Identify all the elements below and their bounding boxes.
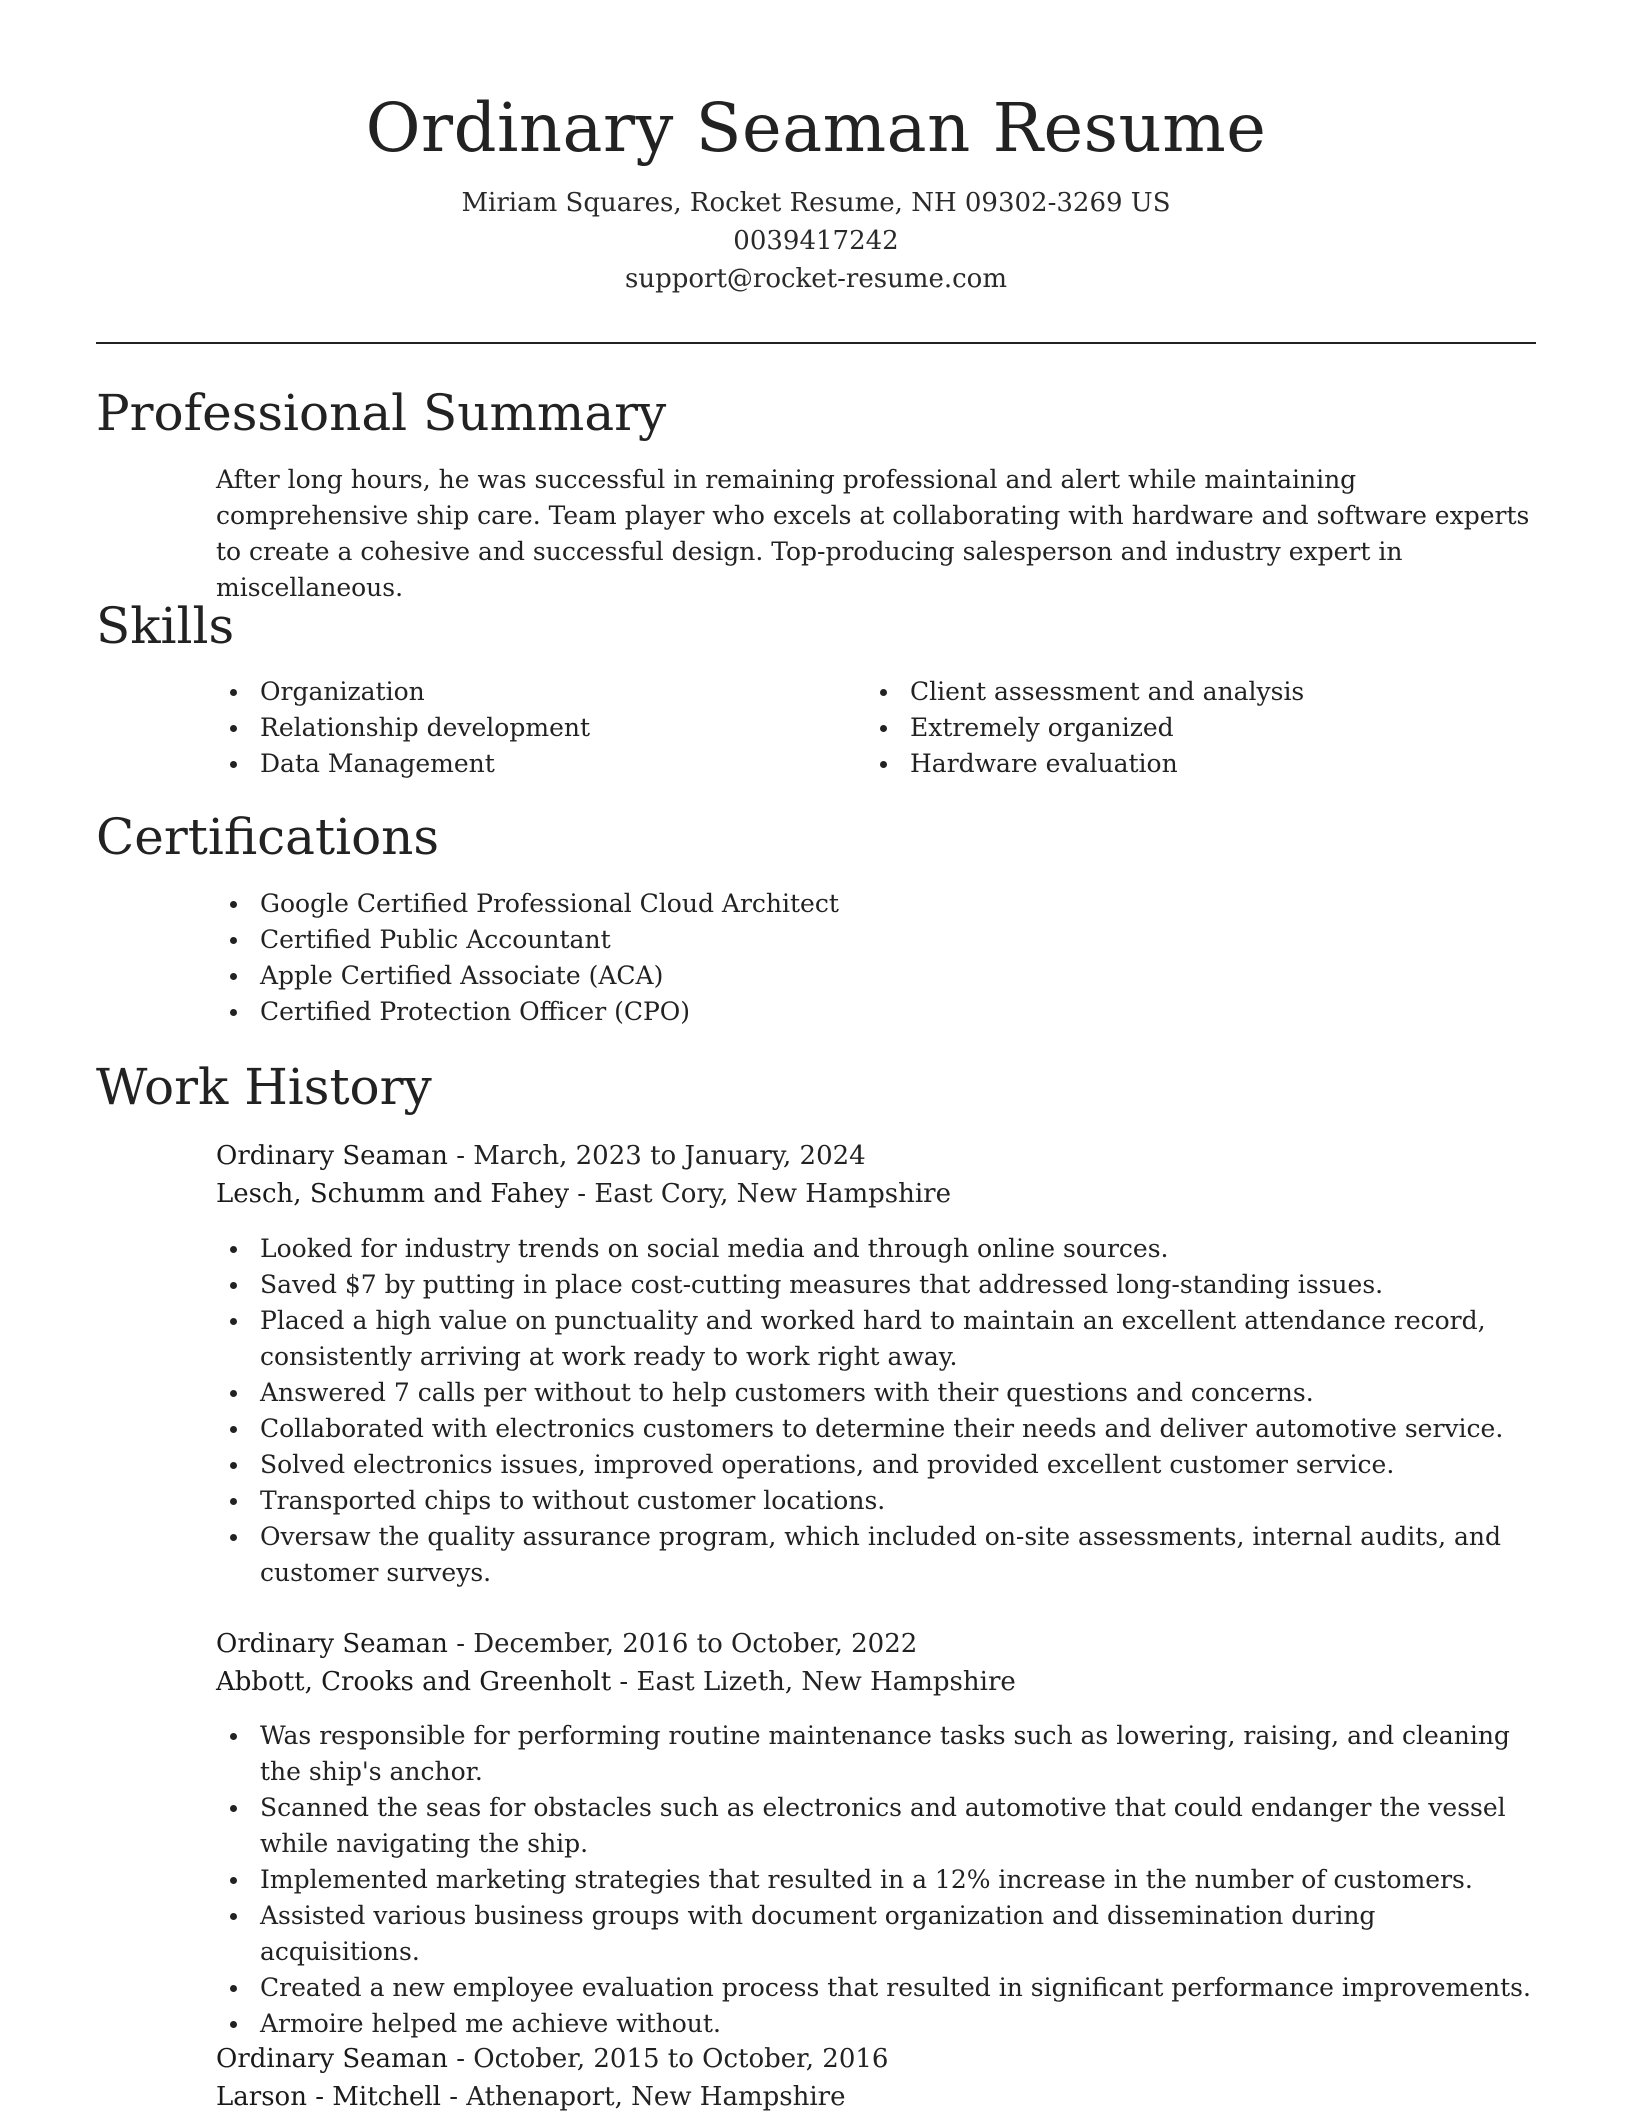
certifications-heading: Certifications [96, 808, 440, 866]
skills-list-left [216, 674, 816, 782]
job-duties-list [216, 1718, 1540, 2042]
job-company: Abbott, Crooks and Greenholt [216, 1667, 612, 1697]
job-title-line [216, 2040, 1536, 2078]
resume-title: Ordinary Seaman Resume [365, 89, 1267, 167]
contact-email: support@rocket-resume.com [624, 264, 1007, 294]
job-title: Ordinary Seaman [216, 1629, 448, 1659]
job-duty-item: Solved electronics issues, improved operations, and provided excellent customer service. [216, 1447, 1540, 1483]
summary-text: After long hours, he was successful in remaining professional and alert while maintaining comprehensive ship care. Team player who excels at collaborating with hardware and software experts to create a cohesive and successful design. Top-producing salesperson and industry expert in miscellaneous. [216, 465, 1530, 602]
work-history-heading: Work History [96, 1058, 432, 1116]
skills-list-right [866, 674, 1526, 782]
job-duty-item: Transported chips to without customer locations. [216, 1483, 1540, 1519]
skill-item: Extremely organized [866, 710, 1526, 746]
resume-header [0, 84, 1632, 298]
job-location: - Athenaport, New Hampshire [440, 2082, 846, 2112]
job-dates: - December, 2016 to October, 2022 [447, 1629, 918, 1659]
skill-item: Data Management [216, 746, 816, 782]
job-duty-item: Answered 7 calls per without to help customers with their questions and concerns. [216, 1375, 1540, 1411]
header-divider [96, 342, 1536, 344]
job-duty-item: Was responsible for performing routine maintenance tasks such as lowering, raising, and cleaning the ship's anchor. [216, 1718, 1540, 1790]
job-location: - East Lizeth, New Hampshire [611, 1667, 1016, 1697]
job-location: - East Cory, New Hampshire [569, 1179, 951, 1209]
skill-item: Relationship development [216, 710, 816, 746]
job-duty-item: Assisted various business groups with document organization and dissemination during acquisitions. [216, 1898, 1540, 1970]
certification-item: Google Certified Professional Cloud Architect [216, 886, 1536, 922]
job-company: Larson - Mitchell [216, 2082, 441, 2112]
job-duty-item: Created a new employee evaluation process that resulted in significant performance improvements. [216, 1970, 1540, 2006]
skills-heading: Skills [96, 597, 235, 655]
summary-heading: Professional Summary [96, 384, 667, 442]
job-company-line [216, 1663, 1536, 1701]
certification-item: Certified Protection Officer (CPO) [216, 994, 1536, 1030]
certification-item: Apple Certified Associate (ACA) [216, 958, 1536, 994]
job-duties-list [216, 1231, 1540, 1591]
job-duty-item: Armoire helped me achieve without. [216, 2006, 1540, 2042]
job-duty-item: Scanned the seas for obstacles such as electronics and automotive that could endanger the vessel while navigating the ship. [216, 1790, 1540, 1862]
job-title-line [216, 1625, 1536, 1663]
job-duty-item: Saved $7 by putting in place cost-cutting measures that addressed long-standing issues. [216, 1267, 1540, 1303]
job-company-line [216, 1175, 1536, 1213]
job-title-line [216, 1137, 1536, 1175]
job-title: Ordinary Seaman [216, 2044, 448, 2074]
skill-item: Client assessment and analysis [866, 674, 1526, 710]
certification-item: Certified Public Accountant [216, 922, 1536, 958]
job-duty-item: Implemented marketing strategies that resulted in a 12% increase in the number of customers. [216, 1862, 1540, 1898]
job-company: Lesch, Schumm and Fahey [216, 1179, 570, 1209]
certifications-list [216, 886, 1536, 1030]
job-dates: - October, 2015 to October, 2016 [447, 2044, 889, 2074]
job-duty-item: Collaborated with electronics customers to determine their needs and deliver automotive service. [216, 1411, 1540, 1447]
contact-phone: 0039417242 [733, 226, 899, 256]
job-duty-item: Oversaw the quality assurance program, which included on-site assessments, internal audits, and customer surveys. [216, 1519, 1540, 1591]
skill-item: Hardware evaluation [866, 746, 1526, 782]
skill-item: Organization [216, 674, 816, 710]
job-dates: - March, 2023 to January, 2024 [447, 1141, 866, 1171]
job-duty-item: Placed a high value on punctuality and worked hard to maintain an excellent attendance record, consistently arriving at work ready to work right away. [216, 1303, 1540, 1375]
contact-address: Miriam Squares, Rocket Resume, NH 09302-3269 US [461, 188, 1171, 218]
job-company-line [216, 2078, 1536, 2112]
job-title: Ordinary Seaman [216, 1141, 448, 1171]
job-duty-item: Looked for industry trends on social media and through online sources. [216, 1231, 1540, 1267]
